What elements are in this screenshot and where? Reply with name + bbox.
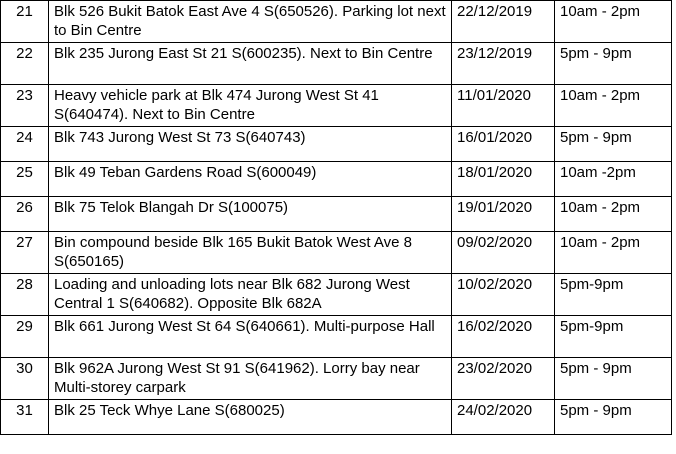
row-number: 24 bbox=[16, 129, 33, 146]
table-row bbox=[1, 274, 672, 316]
date-cell: 19/01/2020 bbox=[452, 197, 555, 232]
date-cell: 22/12/2019 bbox=[452, 1, 555, 43]
location-cell: Blk 962A Jurong West St 91 S(641962). Lorry bay near Multi-storey carpark bbox=[49, 358, 452, 400]
time-cell: 10am - 2pm bbox=[555, 1, 672, 43]
row-number: 28 bbox=[16, 276, 33, 293]
location-cell: Blk 235 Jurong East St 21 S(600235). Next to Bin Centre bbox=[49, 43, 452, 85]
row-number: 22 bbox=[16, 45, 33, 62]
table-row bbox=[1, 197, 672, 232]
row-number: 31 bbox=[16, 402, 33, 419]
date-cell: 24/02/2020 bbox=[452, 400, 555, 435]
date-cell: 18/01/2020 bbox=[452, 162, 555, 197]
row-number-cell bbox=[1, 274, 49, 316]
row-number-cell bbox=[1, 43, 49, 85]
row-number-cell bbox=[1, 1, 49, 43]
row-number-cell bbox=[1, 358, 49, 400]
table-row bbox=[1, 162, 672, 197]
row-number: 27 bbox=[16, 234, 33, 251]
time-cell: 5pm - 9pm bbox=[555, 358, 672, 400]
time-cell: 5pm - 9pm bbox=[555, 127, 672, 162]
row-number: 25 bbox=[16, 164, 33, 181]
table-row bbox=[1, 85, 672, 127]
time-cell: 5pm-9pm bbox=[555, 316, 672, 358]
date-cell: 10/02/2020 bbox=[452, 274, 555, 316]
table-row bbox=[1, 232, 672, 274]
row-number: 30 bbox=[16, 360, 33, 377]
date-cell: 23/12/2019 bbox=[452, 43, 555, 85]
row-number-cell bbox=[1, 232, 49, 274]
location-cell: Blk 743 Jurong West St 73 S(640743) bbox=[49, 127, 452, 162]
row-number: 23 bbox=[16, 87, 33, 104]
location-cell: Bin compound beside Blk 165 Bukit Batok West Ave 8 S(650165) bbox=[49, 232, 452, 274]
row-number-cell bbox=[1, 162, 49, 197]
time-cell: 10am -2pm bbox=[555, 162, 672, 197]
time-cell: 10am - 2pm bbox=[555, 232, 672, 274]
table-row bbox=[1, 400, 672, 435]
table-row bbox=[1, 316, 672, 358]
row-number: 29 bbox=[16, 318, 33, 335]
row-number-cell bbox=[1, 197, 49, 232]
date-cell: 11/01/2020 bbox=[452, 85, 555, 127]
location-cell: Blk 49 Teban Gardens Road S(600049) bbox=[49, 162, 452, 197]
time-cell: 5pm - 9pm bbox=[555, 400, 672, 435]
location-cell: Heavy vehicle park at Blk 474 Jurong West St 41 S(640474). Next to Bin Centre bbox=[49, 85, 452, 127]
date-cell: 23/02/2020 bbox=[452, 358, 555, 400]
location-cell: Blk 661 Jurong West St 64 S(640661). Multi-purpose Hall bbox=[49, 316, 452, 358]
table-row bbox=[1, 43, 672, 85]
date-cell: 16/02/2020 bbox=[452, 316, 555, 358]
row-number: 26 bbox=[16, 199, 33, 216]
table-row bbox=[1, 1, 672, 43]
table-row bbox=[1, 127, 672, 162]
date-cell: 09/02/2020 bbox=[452, 232, 555, 274]
location-cell: Blk 75 Telok Blangah Dr S(100075) bbox=[49, 197, 452, 232]
location-cell: Blk 526 Bukit Batok East Ave 4 S(650526). Parking lot next to Bin Centre bbox=[49, 1, 452, 43]
row-number-cell bbox=[1, 316, 49, 358]
row-number-cell bbox=[1, 85, 49, 127]
row-number-cell bbox=[1, 127, 49, 162]
time-cell: 5pm-9pm bbox=[555, 274, 672, 316]
location-cell: Blk 25 Teck Whye Lane S(680025) bbox=[49, 400, 452, 435]
row-number: 21 bbox=[16, 3, 33, 20]
location-cell: Loading and unloading lots near Blk 682 Jurong West Central 1 S(640682). Opposite Blk 682A bbox=[49, 274, 452, 316]
row-number-cell bbox=[1, 400, 49, 435]
time-cell: 10am - 2pm bbox=[555, 197, 672, 232]
date-cell: 16/01/2020 bbox=[452, 127, 555, 162]
time-cell: 10am - 2pm bbox=[555, 85, 672, 127]
table-row bbox=[1, 358, 672, 400]
time-cell: 5pm - 9pm bbox=[555, 43, 672, 85]
